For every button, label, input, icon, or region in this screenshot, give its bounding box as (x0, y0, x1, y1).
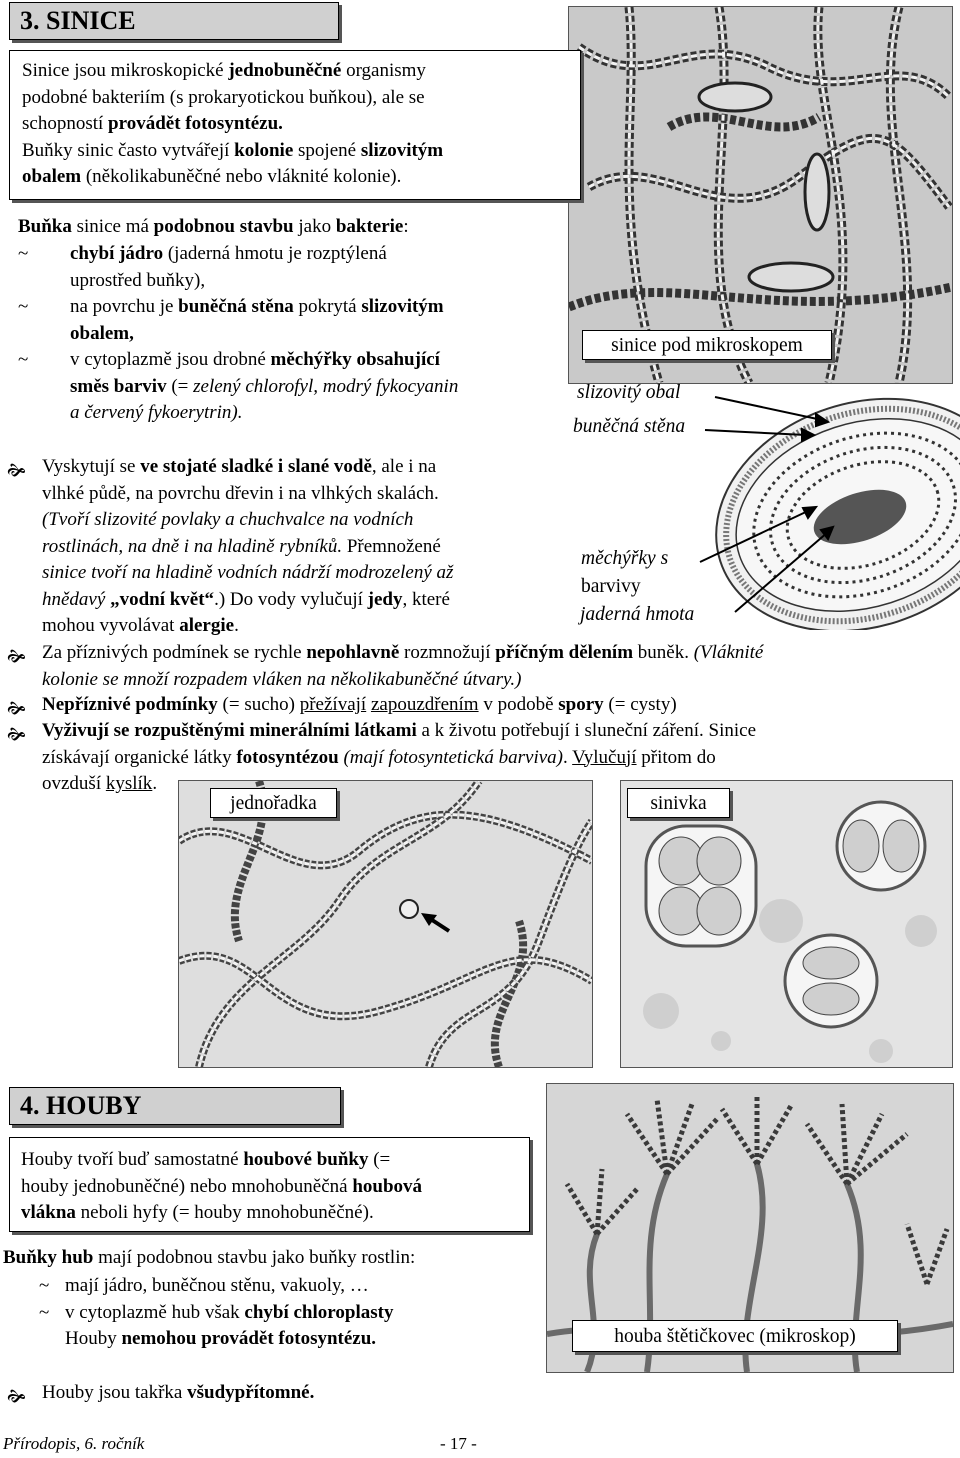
label-sinivka: sinivka (627, 788, 730, 818)
cell-diagram (560, 380, 960, 630)
tilde-icon: ~ (39, 1275, 50, 1296)
label-vesicles: měchýřky s (581, 548, 669, 569)
scroll-icon: 🙞 (7, 461, 26, 480)
sinivka-micrograph (620, 780, 953, 1068)
label-nucleus: jaderná hmota (580, 604, 695, 625)
section-heading-sinice (9, 2, 339, 40)
scroll-icon: 🙞 (7, 725, 26, 744)
label-slime: slizovitý obal (577, 382, 681, 403)
houby-cells-list (39, 1273, 393, 1353)
tilde-icon: ~ (39, 1301, 50, 1323)
label-stetickovec: houba štětičkovec (mikroskop) (572, 1320, 898, 1352)
cell-structure-text: Buňka sinice má podobnou stavbu jako bakterie: (18, 216, 409, 237)
scroll-icon: 🙞 (7, 647, 26, 666)
label-microscope: sinice pod mikroskopem (582, 330, 832, 360)
list-item: ~ chybí jádro (jaderná hmotu je rozptýlená uprostřed buňky), (18, 243, 387, 291)
tilde-icon: ~ (18, 349, 29, 370)
label-row: jednořadka (210, 788, 337, 818)
heading-text: 3. SINICE (20, 6, 136, 35)
cyanobacteria-micrograph (568, 6, 953, 384)
tilde-icon: ~ (18, 296, 29, 317)
section-heading-houby (9, 1087, 341, 1125)
jednoradka-micrograph (178, 780, 593, 1068)
page-number: - 17 - (440, 1434, 477, 1453)
label-pigments: barvivy (581, 576, 641, 597)
tilde-icon: ~ (18, 243, 29, 264)
sinice-intro-text: Sinice jsou mikroskopické jednobuněčné organismy podobné bakteriím (s prokaryotickou buňkou), ale se schopností provádět fotosyntézu. Buňky sinic často vytvářejí kolonie spojené slizovitým obalem (několikabuněčné nebo vláknité kolonie). (22, 60, 444, 187)
label-wall: buněčná stěna (573, 416, 686, 437)
spores-text: Nepříznivé podmínky (= sucho) přežívají zapouzdřením v podobě spory (= cysty) (42, 694, 677, 715)
heading-text: 4. HOUBY (20, 1091, 142, 1120)
occurrence-text: Vyskytují se ve stojaté sladké i slané vodě, ale i na vlhké půdě, na povrchu dřevin i na vlhkých skalách. (Tvoří slizovité povlaky a chuchvalce na vodních rostlinách, na dně i na hladině rybníků. Přemnožené sinice tvoří na hladině vodních nádrží modrozelený až hnědavý „vodní květ“.) Do vody vylučují jedy, které (42, 456, 454, 610)
list-item: ~ na povrchu je buněčná stěna pokrytá slizovitým obalem, (18, 296, 444, 344)
list-item: Houby nemohou provádět fotosyntézu. (65, 1328, 377, 1349)
everywhere-text: Houby jsou takřka všudypřítomné. (42, 1382, 315, 1403)
list-item: ~ v cytoplazmě hub však chybí chloroplasty (39, 1300, 393, 1327)
list-item: ~ mají jádro, buněčnou stěnu, vakuoly, … (39, 1273, 393, 1300)
houby-intro-text: Houby tvoří buď samostatné houbové buňky (= houby jednobuněčné) nebo mnohobuněčná houbová vlákna neboli hyfy (= houby mnohobuněčné). (21, 1149, 423, 1223)
scroll-icon: 🙞 (7, 1387, 26, 1406)
list-item: ~ v cytoplazmě jsou drobné měchýřky obsahující směs barviv (= zelený chlorofyl, modrý fykocyanin a červený fykoerytrin). (18, 349, 459, 423)
cell-structure-list (18, 241, 546, 427)
scroll-icon: 🙞 (7, 699, 26, 718)
reproduction-text: Za příznivých podmínek se rychle nepohlavně rozmnožují příčným dělením buněk. (Vláknité kolonie se množí rozpadem vláken na několikabuněčné útvary.) (42, 642, 764, 690)
footer-subject: Přírodopis, 6. ročník (3, 1434, 145, 1453)
allergy-line: mohou vyvolávat alergie. (42, 615, 239, 636)
houby-cells-text: Buňky hub mají podobnou stavbu jako buňky rostlin: (3, 1247, 416, 1268)
nutrition-text: Vyživují se rozpuštěnými minerálními látkami a k životu potřebují i sluneční záření. Sinice získávají organické látky fotosyntézou (mají fotosyntetická barviva). Vylučují přitom do ovzduší kyslík. (42, 720, 756, 794)
